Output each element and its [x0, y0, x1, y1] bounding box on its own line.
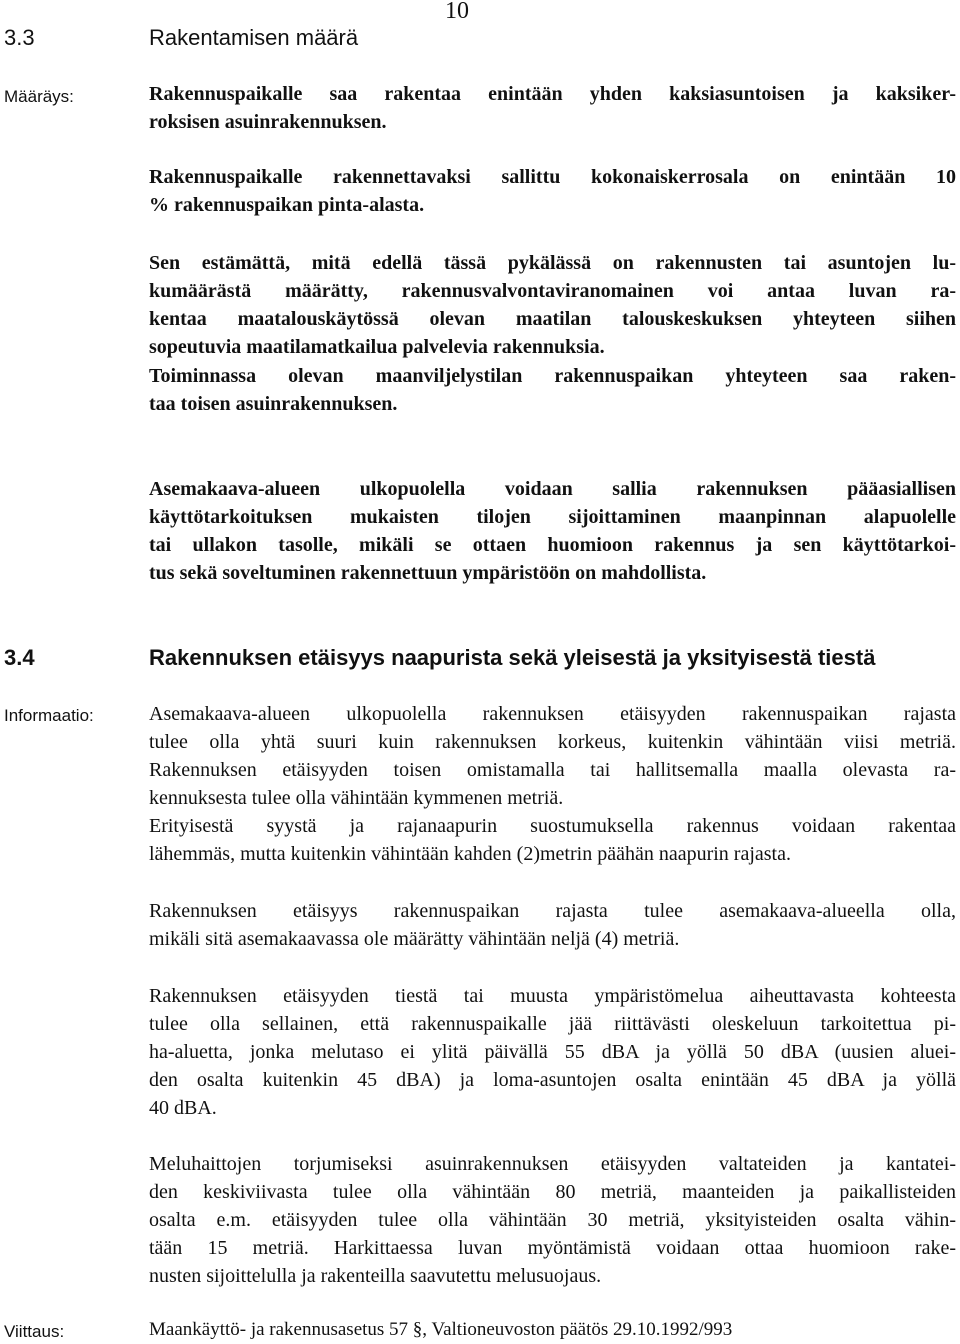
text-line: Erityisestä syystä ja rajanaapurin suostumuksella rakennus voidaan rakentaa — [149, 815, 956, 837]
paragraph — [149, 249, 956, 361]
section-title: Rakentamisen määrä — [149, 25, 359, 50]
text-line: taa toisen asuinrakennuksen. — [149, 393, 398, 415]
text-line: kumäärästä määrätty, rakennusvalvontaviranomainen voi antaa luvan ra- — [149, 280, 956, 302]
text-line: Meluhaittojen torjumiseksi asuinrakennuksen etäisyyden valtateiden ja kantatei- — [149, 1153, 956, 1175]
text-line: Rakennuspaikalle saa rakentaa enintään yhden kaksiasuntoisen ja kaksiker- — [149, 83, 956, 105]
text-line: den osalta kuitenkin 45 dBA) ja loma-asuntojen osalta enintään 45 dBA ja yöllä — [149, 1069, 956, 1091]
text-line: Toiminnassa olevan maanviljelystilan rakennuspaikan yhteyteen saa raken- — [149, 365, 956, 387]
paragraph — [149, 982, 956, 1122]
paragraph — [149, 475, 956, 587]
text-line: Rakennuspaikalle rakennettavaksi sallittu kokonaiskerrosala on enintään 10 — [149, 166, 956, 188]
text-line: Rakennuksen etäisyys rakennuspaikan rajasta tulee asemakaava-alueella olla, — [149, 900, 956, 922]
informaatio-label: Informaatio: — [4, 706, 94, 725]
section-number: 3.3 — [4, 25, 35, 50]
section-3-3-heading — [4, 25, 358, 51]
section-title: Rakennuksen etäisyys naapurista sekä yleisestä ja yksityisestä tiestä — [149, 645, 876, 670]
text-line: tulee olla sellainen, että rakennuspaikalle jää riittävästi oleskeluun tarkoitettua pi- — [149, 1013, 956, 1035]
paragraph — [149, 362, 956, 418]
paragraph — [149, 700, 956, 868]
text-line: lähemmäs, mutta kuitenkin vähintään kahden (2)metrin päähän naapurin rajasta. — [149, 843, 791, 865]
text-line: tulee olla yhtä suuri kuin rakennuksen korkeus, kuitenkin vähintään viisi metriä. — [149, 731, 956, 753]
text-line: sopeutuvia maatilamatkailua palvelevia rakennuksia. — [149, 336, 605, 358]
text-line: % rakennuspaikan pinta-alasta. — [149, 194, 425, 216]
text-line: nusten sijoittelulla ja rakenteilla saavutettu melusuojaus. — [149, 1265, 602, 1287]
maarays-label: Määräys: — [4, 87, 74, 106]
reference-text — [149, 1316, 956, 1344]
text-line: Sen estämättä, mitä edellä tässä pykälässä on rakennusten tai asuntojen lu- — [149, 252, 956, 274]
text-line: käyttötarkoituksen mukaisten tilojen sijoittaminen maanpinnan alapuolelle — [149, 506, 956, 528]
page-number: 10 — [445, 0, 469, 24]
text-line: roksisen asuinrakennuksen. — [149, 111, 387, 133]
text-line: den keskiviivasta tulee olla vähintään 80 metriä, maanteiden ja paikallisteiden — [149, 1181, 956, 1203]
text-line: mikäli sitä asemakaavassa ole määrätty vähintään neljä (4) metriä. — [149, 928, 680, 950]
text-line: Maankäyttö- ja rakennusasetus 57 §, Valtioneuvoston päätös 29.10.1992/993 — [149, 1319, 733, 1340]
text-line: Asemakaava-alueen ulkopuolella voidaan sallia rakennuksen pääasiallisen — [149, 478, 956, 500]
text-line: tään 15 metriä. Harkittaessa luvan myöntämistä voidaan ottaa huomioon rake- — [149, 1237, 956, 1259]
section-3-4-heading — [4, 645, 875, 671]
text-line: ha-aluetta, jonka melutaso ei ylitä päivällä 55 dBA ja yöllä 50 dBA (uusien aluei- — [149, 1041, 956, 1063]
text-line: tai ullakon tasolle, mikäli se ottaen huomioon rakennus ja sen käyttötarkoi- — [149, 534, 956, 556]
text-line: 40 dBA. — [149, 1097, 217, 1119]
paragraph — [149, 897, 956, 953]
text-line: Rakennuksen etäisyyden toisen omistamalla tai hallitsemalla maalla olevasta ra- — [149, 759, 956, 781]
text-line: Rakennuksen etäisyyden tiestä tai muusta ympäristömelua aiheuttavasta kohteesta — [149, 985, 956, 1007]
viittaus-label: Viittaus: — [4, 1322, 65, 1341]
text-line: kentaa maatalouskäytössä olevan maatilan talouskeskuksen yhteyteen siihen — [149, 308, 956, 330]
paragraph — [149, 80, 956, 136]
paragraph — [149, 1150, 956, 1290]
text-line: osalta e.m. etäisyyden tulee olla vähintään 30 metriä, yksityisteiden osalta vähin- — [149, 1209, 956, 1231]
text-line: Asemakaava-alueen ulkopuolella rakennuksen etäisyyden rakennuspaikan rajasta — [149, 703, 956, 725]
text-line: kennuksesta tulee olla vähintään kymmenen metriä. — [149, 787, 564, 809]
text-line: tus sekä soveltuminen rakennettuun ympäristöön on mahdollista. — [149, 562, 707, 584]
paragraph — [149, 163, 956, 219]
section-number: 3.4 — [4, 645, 35, 670]
